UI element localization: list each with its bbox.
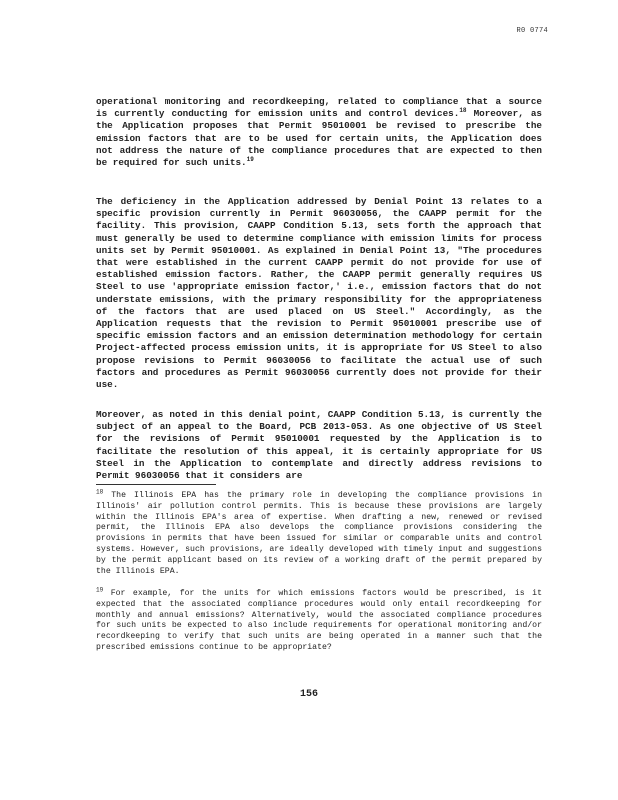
footnote-divider <box>96 484 216 485</box>
footnote-ref: 18 <box>459 107 467 115</box>
page-number: 156 <box>299 689 318 700</box>
paragraph-text: operational monitoring and recordkeeping, related to compliance that a source is currently conducting for emission units and control devices. <box>96 96 542 120</box>
footnote-text: For example, for the units for which emissions factors would be prescribed, is it expected that the associated compliance procedures would only entail recordkeeping for monthly and annual emissions? Alternatively, would the associated compliance procedures for such units be expected to also include requirements for operational monitoring and/or recordkeeping to verify that such units are being operated in a manner such that the prescribed emissions continue to be appropriate? <box>96 589 542 652</box>
footnote-text: The Illinois EPA has the primary role in developing the compliance provisions in Illinois' air pollution control permits. This is because these provisions are largely within the Illinois EPA's area of expertise. When drafting a new, renewed or revised permit, the Illinois EPA also develops the compliance provisions considering the provisions in permits that have been issued for similar or comparable units and control systems. However, such provisions, are ideally developed with timely input and suggestions by the permit applicant based on its review of a working draft of the permit prepared by the Illinois EPA. <box>96 491 542 576</box>
body-paragraph: Moreover, as noted in this denial point, CAAPP Condition 5.13, is currently the subject of an appeal to the Board, PCB 2013-053. As one objective of US Steel for the revisions of Permit 95010001 requested by the Application is to facilitate the resolution of this appeal, it is certainly appropriate for US Steel in the Application to contemplate and directly address revisions to Permit 96030056 that it considers are <box>96 409 542 482</box>
paragraph-text-continued: Moreover, as the Application proposes that Permit 95010001 be revised to prescribe the emission factors that are to be used for certain units, the Application does not address the nature of the compliance procedures that are expected to then be required for such units. <box>96 108 542 169</box>
body-paragraph <box>96 96 542 169</box>
footnote-number: 18 <box>96 488 104 496</box>
footnote-ref: 19 <box>246 155 254 163</box>
footnote-number: 19 <box>96 586 104 594</box>
body-paragraph: The deficiency in the Application addressed by Denial Point 13 relates to a specific provision currently in Permit 96030056, the CAAPP permit for the facility. This provision, CAAPP Condition 5.13, sets forth the approach that must generally be used to determine compliance with emission limits for process units set by Permit 95010001. As explained in Denial Point 13, "The procedures that were established in the current CAAPP permit do not provide for use of established emission factors. Rather, the CAAPP permit generally requires US Steel to use 'appropriate emission factor,' i.e., emission factors that do not understate emissions, with the primary responsibility for the appropriateness of the factors that are used placed on US Steel." Accordingly, as the Application requests that the revision to Permit 95010001 prescribe use of specific emission factors and an emission determination methodology for certain Project-affected process emission units, it is appropriate for US Steel to also propose revisions to Permit 96030056 to facilitate the actual use of such factors and procedures as Permit 96030056 currently does not provide for their use. <box>96 196 542 391</box>
footnote <box>96 586 542 654</box>
footnote <box>96 488 542 577</box>
page-id: R0 0774 <box>516 27 548 35</box>
